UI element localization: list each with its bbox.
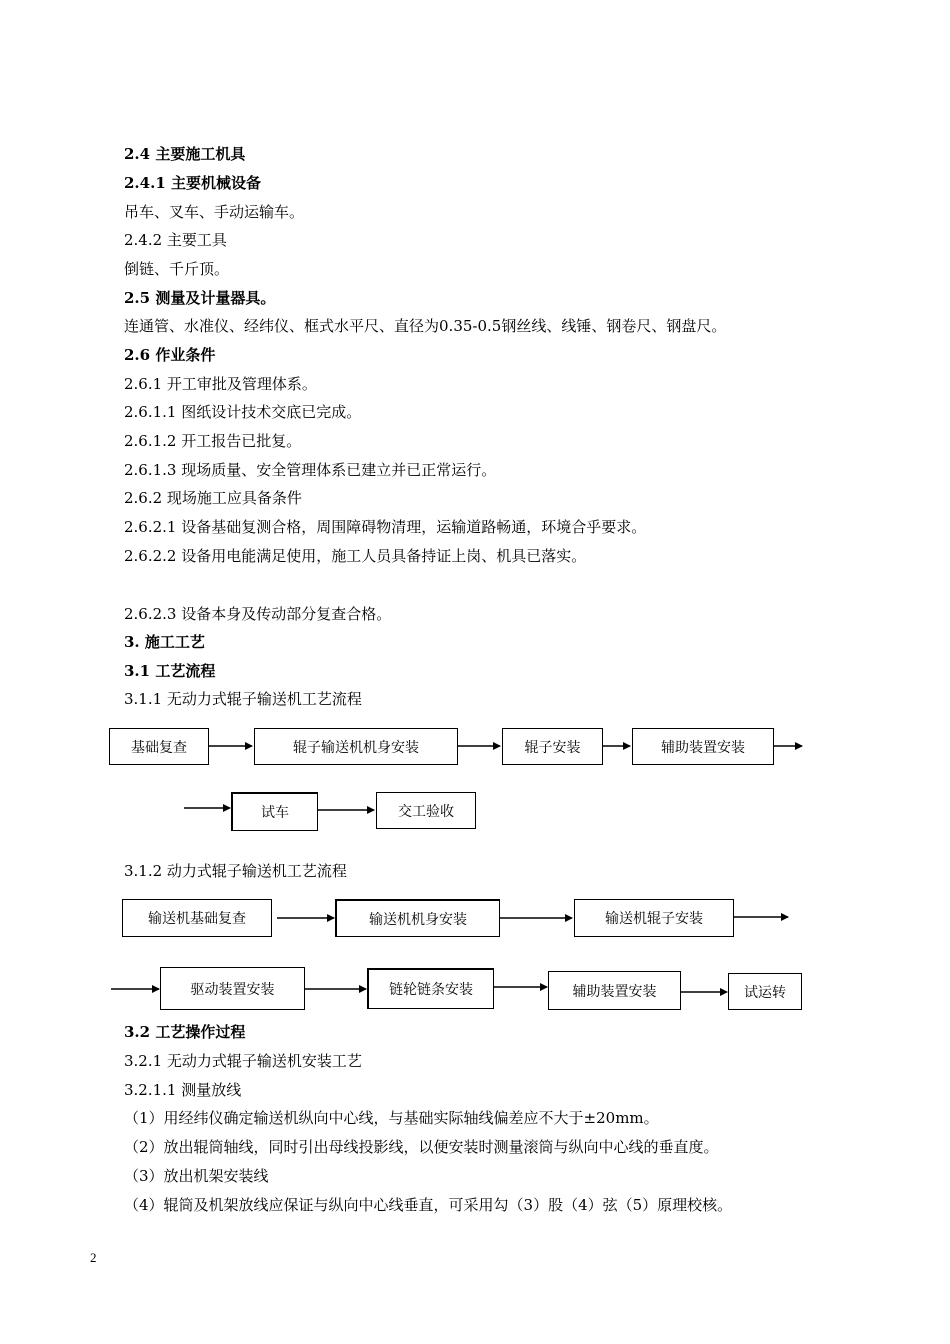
page-number: 2	[90, 1250, 97, 1265]
heading-3: 3. 施工工艺	[124, 633, 205, 651]
flow-box: 试车	[231, 792, 318, 831]
heading-3-1-2: 3.1.2 动力式辊子输送机工艺流程	[124, 862, 347, 880]
text-line: 2.6.1.1 图纸设计技术交底已完成。	[124, 403, 362, 421]
heading-2-4-1: 2.4.1 主要机械设备	[124, 174, 261, 192]
flow-box: 基础复查	[109, 728, 209, 765]
flow-box: 链轮链条安装	[367, 968, 494, 1009]
text-line: 2.6.2 现场施工应具备条件	[124, 489, 302, 507]
heading-3-1: 3.1 工艺流程	[124, 662, 216, 680]
text-line: （3）放出机架安装线	[124, 1167, 269, 1185]
flow-box: 输送机辊子安装	[574, 899, 734, 937]
text-line: （1）用经纬仪确定输送机纵向中心线，与基础实际轴线偏差应不大于±20mm。	[124, 1109, 659, 1127]
text-line: （4）辊筒及机架放线应保证与纵向中心线垂直，可采用勾（3）股（4）弦（5）原理校核。	[124, 1196, 733, 1214]
flow-box: 交工验收	[376, 792, 476, 829]
heading-2-5: 2.5 测量及计量器具。	[124, 289, 276, 307]
flow-box: 辊子输送机机身安装	[254, 728, 458, 765]
flow-box: 辊子安装	[502, 728, 603, 765]
heading-3-1-1: 3.1.1 无动力式辊子输送机工艺流程	[124, 690, 362, 708]
text-line: 连通管、水准仪、经纬仪、框式水平尺、直径为0.35-0.5钢丝线、线锤、钢卷尺、钢盘尺。	[124, 317, 727, 335]
text-line: 倒链、千斤顶。	[124, 260, 230, 278]
text-line: 2.6.1.2 开工报告已批复。	[124, 432, 302, 450]
text-line: 2.6.2.2 设备用电能满足使用，施工人员具备持证上岗、机具已落实。	[124, 547, 587, 565]
text-line: 2.6.1 开工审批及管理体系。	[124, 375, 317, 393]
flow-box: 辅助装置安装	[548, 971, 681, 1010]
flow-box: 试运转	[728, 973, 802, 1010]
text-line: 2.6.2.1 设备基础复测合格，周围障碍物清理，运输道路畅通，环境合乎要求。	[124, 518, 647, 536]
heading-3-2-1-1: 3.2.1.1 测量放线	[124, 1081, 242, 1099]
flow-box: 辅助装置安装	[632, 728, 774, 765]
text-line: 吊车、叉车、手动运输车。	[124, 203, 305, 221]
text-line: 2.6.1.3 现场质量、安全管理体系已建立并已正常运行。	[124, 461, 497, 479]
heading-3-2-1: 3.2.1 无动力式辊子输送机安装工艺	[124, 1052, 362, 1070]
text-line: 2.6.2.3 设备本身及传动部分复查合格。	[124, 605, 392, 623]
flow-box: 输送机机身安装	[335, 899, 500, 937]
text-line: （2）放出辊筒轴线，同时引出母线投影线，以便安装时测量滚筒与纵向中心线的垂直度。	[124, 1138, 719, 1156]
flow-box: 输送机基础复查	[122, 899, 272, 937]
flow-box: 驱动装置安装	[160, 967, 305, 1010]
heading-2-6: 2.6 作业条件	[124, 346, 216, 364]
heading-2-4: 2.4 主要施工机具	[124, 145, 246, 163]
heading-3-2: 3.2 工艺操作过程	[124, 1023, 246, 1041]
heading-2-4-2: 2.4.2 主要工具	[124, 231, 227, 249]
